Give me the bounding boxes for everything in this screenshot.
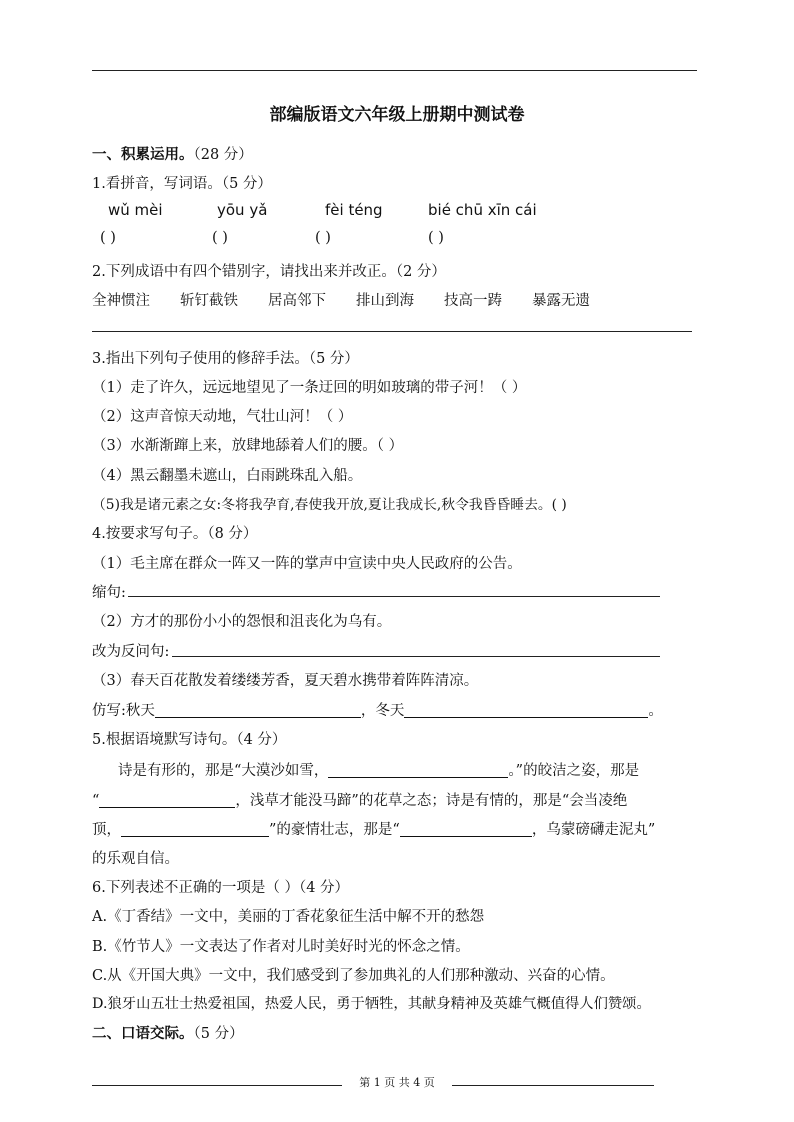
- page-number: 第 1 页 共 4 页: [359, 1076, 435, 1089]
- q5-line-4: 的乐观自信。: [92, 851, 179, 867]
- pinyin-4: bié chū xīn cái: [428, 201, 537, 219]
- q4-item-1-prompt: 缩句:: [92, 585, 126, 601]
- q2-label: 2.下列成语中有四个错别字，请找出来并改正。（2 分）: [92, 264, 446, 280]
- q6-option-c[interactable]: C.从《开国大典》一文中，我们感受到了参加典礼的人们那种激动、兴奋的心情。: [92, 968, 615, 984]
- q4-blank-autumn[interactable]: [155, 703, 361, 718]
- q3-label: 3.指出下列句子使用的修辞手法。（5 分）: [92, 351, 359, 367]
- q4-item-3-mid: ，冬天: [360, 703, 405, 719]
- answer-bracket-1[interactable]: ( ): [100, 230, 116, 246]
- q4-answer-line-1[interactable]: [128, 596, 660, 597]
- q5-text-1a: 诗是有形的，那是“大漠沙如雪，: [118, 763, 329, 779]
- q4-item-3-prompt: 仿写:秋天: [92, 703, 155, 719]
- q6-option-a[interactable]: A.《丁香结》一文中，美丽的丁香花象征生活中解不开的愁怨: [92, 909, 485, 925]
- idiom-5: 技高一踌: [444, 293, 502, 309]
- section-2-score: （5 分）: [193, 1026, 244, 1042]
- section-1-score: （28 分）: [193, 147, 253, 163]
- q6-option-b[interactable]: B.《竹节人》一文表达了作者对儿时美好时光的怀念之情。: [92, 939, 470, 955]
- q5-blank-1[interactable]: [328, 763, 508, 778]
- q5-text-2b: ，浅草才能没马蹄”的花草之态；诗是有情的，那是“会当凌绝: [235, 793, 628, 809]
- q5-line-2: [92, 789, 627, 810]
- q5-text-3a: 顶，: [92, 822, 121, 838]
- q5-text-3b: ”的豪情壮志，那是“: [269, 822, 400, 838]
- section-1-heading: [92, 143, 253, 164]
- section-1-title: 一、积累运用。: [92, 146, 194, 163]
- q4-item-2: （2）方才的那份小小的怨恨和沮丧化为乌有。: [92, 614, 392, 630]
- header-rule: [92, 70, 697, 71]
- idiom-2: 斩钉截铁: [180, 293, 238, 309]
- q5-text-2a: “: [92, 793, 100, 809]
- answer-bracket-4[interactable]: ( ): [428, 230, 444, 246]
- q5-line-3: [92, 818, 655, 839]
- answer-bracket-2[interactable]: ( ): [212, 230, 228, 246]
- q3-item-2: （2）这声音惊天动地，气壮山河！（ ）: [92, 409, 353, 425]
- idiom-4: 排山到海: [356, 293, 414, 309]
- q5-text-1b: 。”的皎洁之姿，那是: [508, 763, 640, 779]
- q5-blank-4[interactable]: [400, 822, 532, 837]
- q6-option-d[interactable]: D.狼牙山五壮士热爱祖国，热爱人民，勇于牺牲，其献身精神及英雄气概值得人们赞颂。: [92, 996, 651, 1012]
- q3-item-5: （5)我是诸元素之女:冬将我孕育,春使我开放,夏让我成长,秋令我昏昏睡去。( ): [92, 497, 567, 513]
- q4-item-3: （3）春天百花散发着缕缕芳香，夏天碧水携带着阵阵清凉。: [92, 673, 479, 689]
- q4-label: 4.按要求写句子。（8 分）: [92, 526, 258, 542]
- q5-text-3c: ，乌蒙磅礴走泥丸”: [531, 822, 656, 838]
- q1-label: 1.看拼音，写词语。（5 分）: [92, 176, 272, 192]
- q5-label: 5.根据语境默写诗句。（4 分）: [92, 732, 287, 748]
- pinyin-2: yōu yǎ: [217, 201, 268, 219]
- idiom-1: 全神惯注: [92, 293, 150, 309]
- q3-item-3: （3）水渐渐蹿上来，放肆地舔着人们的腰。（ ）: [92, 438, 404, 454]
- q5-line-1: [118, 759, 639, 780]
- q4-item-2-prompt: 改为反问句:: [92, 644, 170, 660]
- q3-item-1: （1）走了许久，远远地望见了一条迂回的明如玻璃的带子河！（ ）: [92, 380, 527, 396]
- pinyin-1: wǔ mèi: [108, 201, 163, 219]
- section-2-heading: [92, 1022, 244, 1043]
- q4-item-1: （1）毛主席在群众一阵又一阵的掌声中宣读中央人民政府的公告。: [92, 556, 522, 572]
- q4-blank-winter[interactable]: [404, 703, 648, 718]
- q5-blank-3[interactable]: [121, 822, 269, 837]
- answer-bracket-3[interactable]: ( ): [315, 230, 331, 246]
- section-2-title: 二、口语交际。: [92, 1025, 194, 1042]
- q4-answer-line-2[interactable]: [172, 656, 660, 657]
- q2-answer-line[interactable]: [92, 331, 692, 332]
- q5-blank-2[interactable]: [99, 793, 235, 808]
- pinyin-3: fèi téng: [325, 201, 383, 219]
- page-title: 部编版语文六年级上册期中测试卷: [269, 105, 525, 125]
- q4-item-3-end: 。: [648, 703, 663, 719]
- q4-item-3-line: [92, 699, 663, 720]
- q3-item-4: （4）黑云翻墨未遮山，白雨跳珠乱入船。: [92, 468, 363, 484]
- idiom-3: 居高邻下: [268, 293, 326, 309]
- q6-label: 6.下列表述不正确的一项是（ ）（4 分）: [92, 880, 350, 896]
- idiom-6: 暴露无遗: [532, 293, 590, 309]
